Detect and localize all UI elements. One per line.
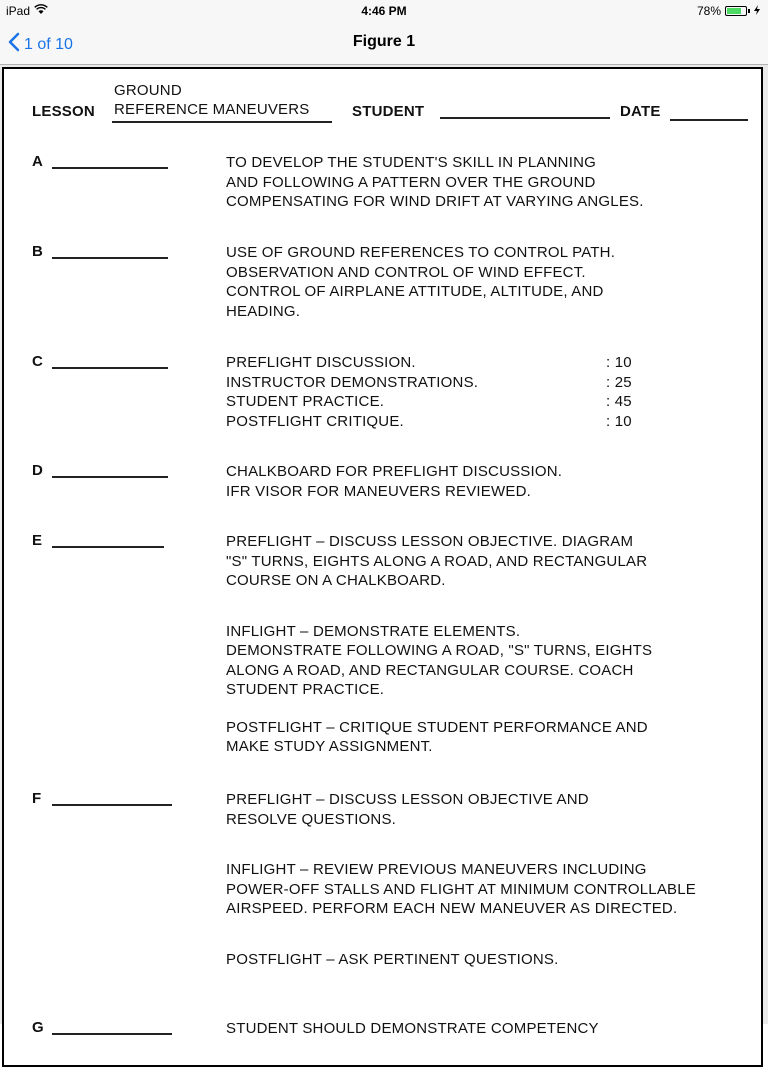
time-label: INSTRUCTOR DEMONSTRATIONS. xyxy=(226,373,479,391)
status-time: 4:46 PM xyxy=(361,4,407,18)
section-letter: F xyxy=(32,790,42,807)
charging-icon xyxy=(754,4,760,18)
section-line xyxy=(52,804,172,806)
section-line xyxy=(52,367,168,369)
section-text-line: TO DEVELOP THE STUDENT'S SKILL IN PLANNING xyxy=(226,154,596,171)
section-text-line: POWER-OFF STALLS AND FLIGHT AT MINIMUM CONTROLLABLE xyxy=(226,880,696,898)
section-line xyxy=(52,257,168,259)
device-name: iPad xyxy=(6,4,31,18)
section-letter: C xyxy=(32,353,44,370)
section-text-line: USE OF GROUND REFERENCES TO CONTROL PATH. xyxy=(226,244,616,261)
section-body xyxy=(226,1019,756,1039)
student-field-line xyxy=(440,117,610,119)
date-label: DATE xyxy=(620,103,661,120)
date-field-line xyxy=(670,119,748,121)
document-page xyxy=(2,67,763,1067)
document-viewer[interactable] xyxy=(0,65,768,1037)
section-text-line: POSTFLIGHT – CRITIQUE STUDENT PERFORMANCE AND xyxy=(226,718,648,736)
section-text-line: STUDENT PRACTICE. xyxy=(226,681,385,698)
section-body xyxy=(226,153,756,212)
section-text-line: IFR VISOR FOR MANEUVERS REVIEWED. xyxy=(226,482,531,500)
time-label: POSTFLIGHT CRITIQUE. xyxy=(226,412,404,430)
section-line xyxy=(52,167,168,169)
time-row xyxy=(226,392,646,412)
status-bar xyxy=(0,0,768,22)
section-text-line: RESOLVE QUESTIONS. xyxy=(226,810,397,828)
section-text-line: POSTFLIGHT – ASK PERTINENT QUESTIONS. xyxy=(226,950,559,968)
section-text-line: CONTROL OF AIRPLANE ATTITUDE, ALTITUDE, AND xyxy=(226,283,604,300)
section-text-line: OBSERVATION AND CONTROL OF WIND EFFECT. xyxy=(226,263,586,281)
lesson-title-line2: REFERENCE MANEUVERS xyxy=(114,101,310,118)
section-line xyxy=(52,546,164,548)
status-right xyxy=(697,4,760,18)
section-letter: D xyxy=(32,462,44,479)
student-label: STUDENT xyxy=(352,103,425,120)
section-text-line: "S" TURNS, EIGHTS ALONG A ROAD, AND RECTANGULAR xyxy=(226,552,648,570)
section-text-line: AIRSPEED. PERFORM EACH NEW MANEUVER AS DIRECTED. xyxy=(226,900,678,917)
section-text-line: COMPENSATING FOR WIND DRIFT AT VARYING ANGLES. xyxy=(226,193,644,210)
battery-fill xyxy=(727,8,741,14)
section-text-line: PREFLIGHT – DISCUSS LESSON OBJECTIVE AND xyxy=(226,791,589,808)
time-row xyxy=(226,412,646,432)
time-row xyxy=(226,353,646,373)
section-body xyxy=(226,532,756,757)
section-letter: B xyxy=(32,243,44,260)
section-text-line: DEMONSTRATE FOLLOWING A ROAD, "S" TURNS, EIGHTS xyxy=(226,642,653,659)
time-row xyxy=(226,373,646,393)
section-letter: E xyxy=(32,532,43,549)
time-value: : 25 xyxy=(606,373,632,391)
time-value: : 10 xyxy=(606,412,632,430)
time-value: : 10 xyxy=(606,354,632,371)
section-letter: A xyxy=(32,153,44,170)
time-label: STUDENT PRACTICE. xyxy=(226,393,385,410)
battery-icon xyxy=(725,6,747,16)
battery-percent: 78% xyxy=(696,4,721,18)
section-text-line: CHALKBOARD FOR PREFLIGHT DISCUSSION. xyxy=(226,463,563,480)
section-text-line: MAKE STUDY ASSIGNMENT. xyxy=(226,738,433,755)
time-value: : 45 xyxy=(606,393,632,410)
section-text-line: ALONG A ROAD, AND RECTANGULAR COURSE. COACH xyxy=(226,661,634,679)
section-text-line: INFLIGHT – REVIEW PREVIOUS MANEUVERS INCLUDING xyxy=(226,861,647,878)
section-text-line: STUDENT SHOULD DEMONSTRATE COMPETENCY xyxy=(226,1020,599,1037)
section-body xyxy=(226,462,756,501)
section-line xyxy=(52,476,168,478)
lesson-label: LESSON xyxy=(32,103,95,120)
section-body xyxy=(226,243,756,321)
back-label: 1 of 10 xyxy=(24,35,73,53)
section-text-line: COURSE ON A CHALKBOARD. xyxy=(226,572,446,589)
section-letter: G xyxy=(32,1019,44,1036)
battery-tip xyxy=(748,9,750,13)
section-body xyxy=(226,353,756,431)
page-title: Figure 1 xyxy=(352,33,416,50)
section-line xyxy=(52,1033,172,1035)
section-body xyxy=(226,790,756,969)
section-text-line: PREFLIGHT – DISCUSS LESSON OBJECTIVE. DIAGRAM xyxy=(226,533,634,550)
time-label: PREFLIGHT DISCUSSION. xyxy=(226,354,416,371)
nav-bar xyxy=(0,22,768,65)
section-text-line: INFLIGHT – DEMONSTRATE ELEMENTS. xyxy=(226,622,521,640)
lesson-underline xyxy=(112,121,332,123)
section-text-line: AND FOLLOWING A PATTERN OVER THE GROUND xyxy=(226,173,596,191)
section-text-line: HEADING. xyxy=(226,302,301,320)
lesson-header xyxy=(32,79,752,129)
lesson-title-line1: GROUND xyxy=(114,82,182,99)
